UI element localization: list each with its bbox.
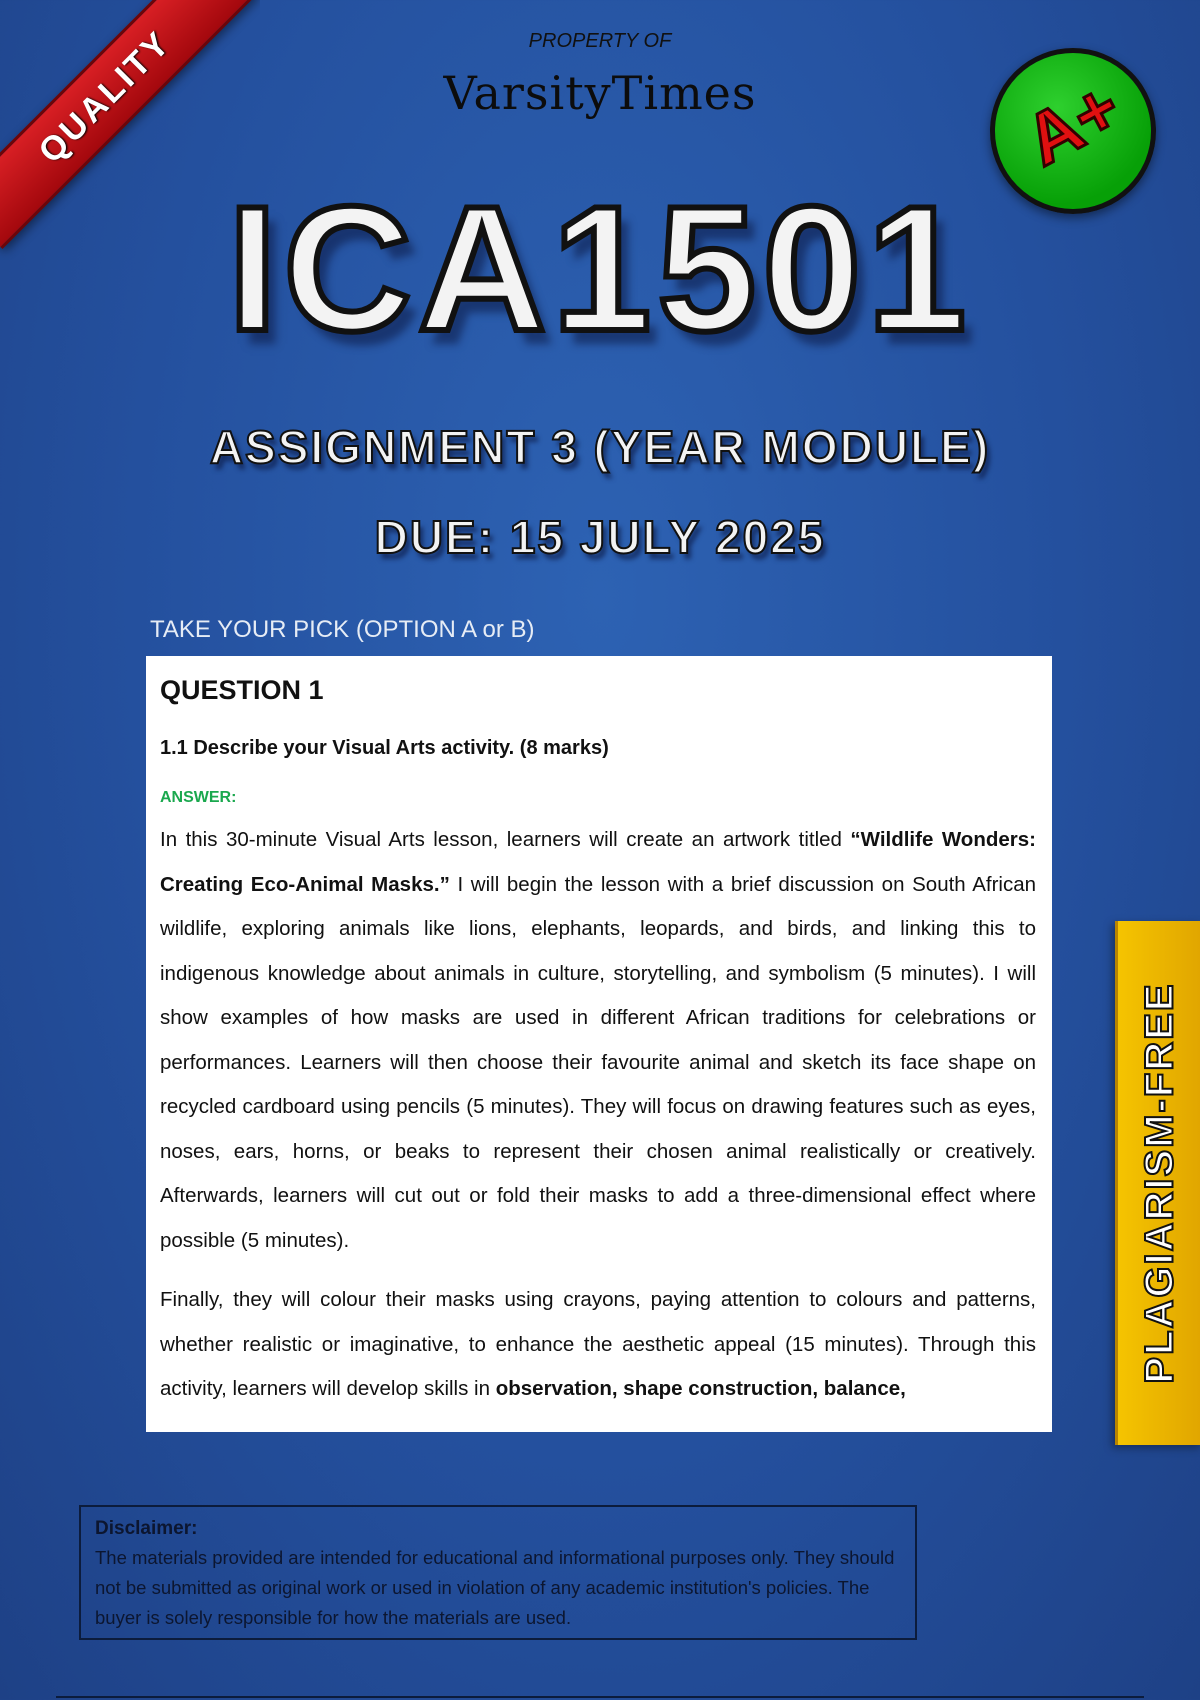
- question-card: [146, 656, 1052, 1432]
- disclaimer-text: The materials provided are intended for educational and informational purposes only. They should not be submitted as original work or used in violation of any academic institution's policies. The buyer is solely responsible for how the materials are used.: [95, 1547, 895, 1628]
- question-title: QUESTION 1: [160, 675, 324, 705]
- artwork-title: “Wildlife Wonders: Creating Eco-Animal Masks.”: [160, 828, 1036, 896]
- bottom-divider: [56, 1696, 1144, 1698]
- answer-p1-text-b: I will begin the lesson with a brief discussion on South African wildlife, exploring animals like lions, elephants, leopards, and birds, and linking this to indigenous knowledge about animals in culture, storytelling, and symbolism (5 minutes). I will show examples of how masks are used in different African traditions for celebrations or performances. Learners will then choose their favourite animal and sketch its face shape on recycled cardboard using pencils (5 minutes). They will focus on drawing features such as eyes, noses, ears, horns, or beaks to represent their chosen animal realistically or creatively. Afterwards, learners will cut out or fold their masks to add a three-dimensional effect where possible (5 minutes).: [160, 872, 1036, 1252]
- quality-ribbon-label: QUALITY: [0, 0, 257, 249]
- plagiarism-free-label: PLAGIARISM-FREE: [1137, 982, 1182, 1384]
- grade-badge-label: A+: [1012, 66, 1134, 182]
- brand-logo: VarsityTimes: [443, 66, 757, 120]
- disclaimer-title: Disclaimer:: [95, 1518, 198, 1539]
- plagiarism-free-tab: [1115, 921, 1200, 1445]
- assignment-title: ASSIGNMENT 3 (YEAR MODULE): [209, 421, 991, 473]
- subquestion: 1.1 Describe your Visual Arts activity. (8 marks): [160, 737, 609, 759]
- answer-p1-text-a: In this 30-minute Visual Arts lesson, learners will create an artwork titled: [160, 828, 851, 851]
- skills-highlight: observation, shape construction, balance,: [495, 1377, 906, 1400]
- course-code: ICA1501: [227, 169, 973, 368]
- answer-p2-text-a: Finally, they will colour their masks using crayons, paying attention to colours and patterns, whether realistic or imaginative, to enhance the aesthetic appeal (15 minutes). Through this activity, learners will develop skills in: [160, 1288, 1036, 1400]
- pick-note: TAKE YOUR PICK (OPTION A or B): [150, 616, 535, 643]
- answer-paragraph-1: [160, 818, 1036, 1263]
- due-date: DUE: 15 JULY 2025: [374, 511, 826, 563]
- disclaimer-box: [79, 1505, 917, 1640]
- property-of-label: PROPERTY OF: [528, 30, 672, 52]
- answer-paragraph-2: [160, 1278, 1036, 1412]
- answer-label: ANSWER:: [160, 789, 237, 806]
